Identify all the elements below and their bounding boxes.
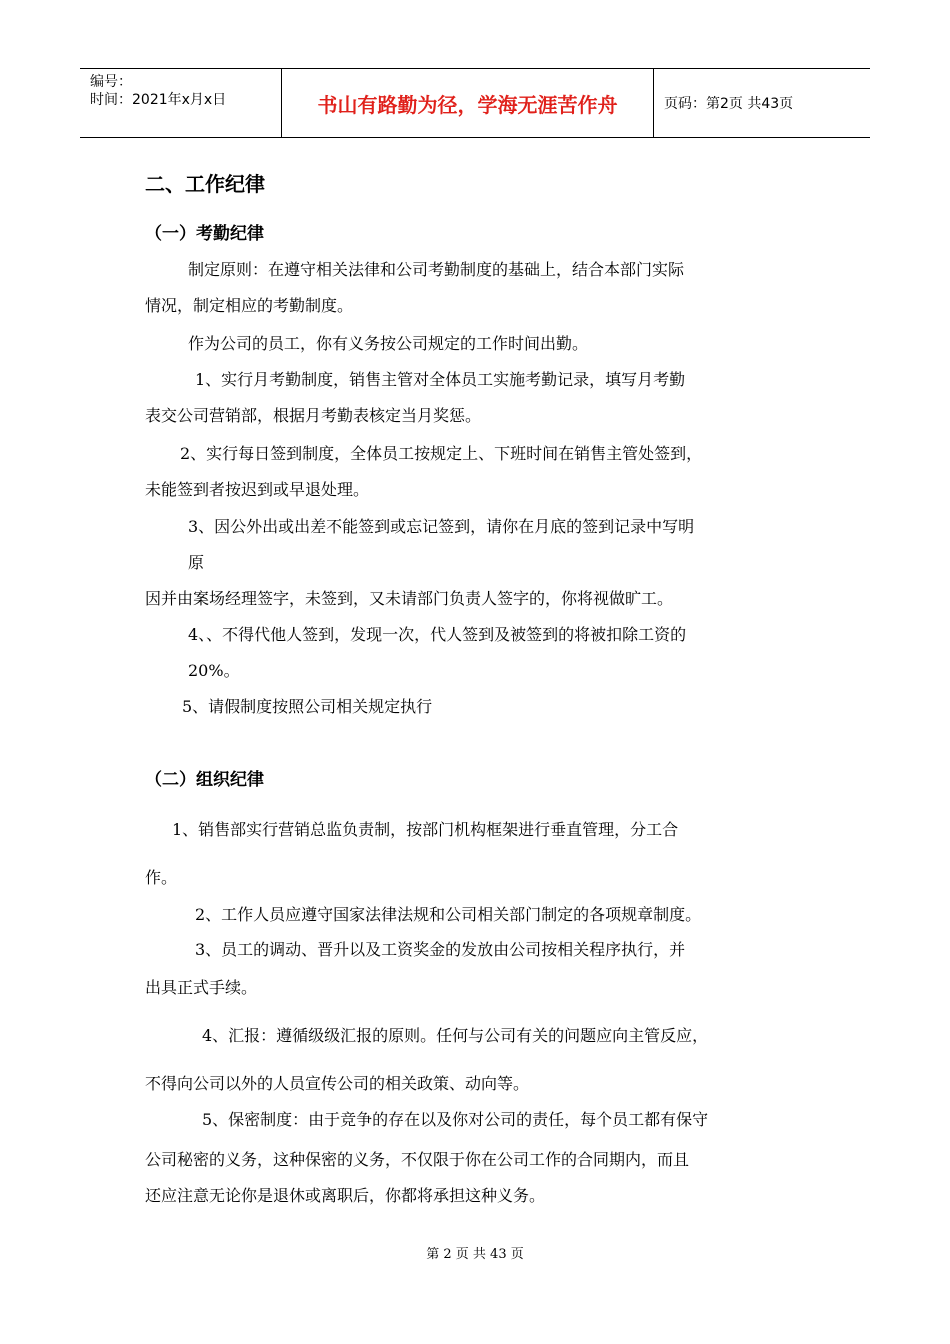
paragraph-line: 还应注意无论你是退休或离职后，你都将承担这种义务。: [145, 1186, 546, 1205]
header-number: 编号：: [90, 74, 132, 90]
paragraph-line: 制定原则：在遵守相关法律和公司考勤制度的基础上，结合本部门实际: [188, 260, 685, 279]
paragraph-line: 表交公司营销部，根据月考勤表核定当月奖惩。: [145, 406, 482, 425]
paragraph-line: 出具正式手续。: [145, 978, 258, 997]
subsection-title-organization: （二）组织纪律: [145, 770, 264, 790]
paragraph-line: 4、、不得代他人签到，发现一次，代人签到及被签到的将被扣除工资的: [188, 625, 687, 644]
paragraph-line: 1、实行月考勤制度，销售主管对全体员工实施考勤记录，填写月考勤: [195, 370, 686, 389]
paragraph-line: 1、销售部实行营销总监负责制，按部门机构框架进行垂直管理，分工合: [172, 820, 679, 839]
header-page-info: 页码：第2页 共43页: [664, 96, 794, 112]
paragraph-line: 2、实行每日签到制度，全体员工按规定上、下班时间在销售主管处签到，: [180, 444, 703, 463]
paragraph-line: 5、请假制度按照公司相关规定执行: [182, 697, 433, 716]
page-header: [80, 68, 870, 138]
subsection-title-attendance: （一）考勤纪律: [145, 224, 264, 244]
paragraph-line: 情况，制定相应的考勤制度。: [145, 296, 354, 315]
section-title: 二、工作纪律: [145, 172, 265, 196]
page-footer: 第 2 页 共 43 页: [426, 1247, 524, 1262]
paragraph-line: 3、员工的调动、晋升以及工资奖金的发放由公司按相关程序执行，并: [195, 940, 686, 959]
paragraph-line: 4、汇报：遵循级级汇报的原则。任何与公司有关的问题应向主管反应，: [202, 1026, 709, 1045]
paragraph-line: 未能签到者按迟到或早退处理。: [145, 480, 370, 499]
paragraph-line: 公司秘密的义务，这种保密的义务，不仅限于你在公司工作的合同期内，而且: [145, 1150, 690, 1169]
paragraph-line: 3、因公外出或出差不能签到或忘记签到，请你在月底的签到记录中写明: [188, 517, 695, 536]
paragraph-line: 原: [188, 553, 205, 572]
header-date: 时间：2021年x月x日: [90, 92, 227, 108]
paragraph-line: 作。: [145, 868, 178, 887]
paragraph-line: 2、工作人员应遵守国家法律法规和公司相关部门制定的各项规章制度。: [195, 905, 702, 924]
paragraph-line: 20%。: [188, 661, 240, 680]
paragraph-line: 不得向公司以外的人员宣传公司的相关政策、动向等。: [145, 1074, 530, 1093]
header-meta: [80, 69, 282, 137]
paragraph-line: 作为公司的员工，你有义务按公司规定的工作时间出勤。: [188, 334, 589, 353]
paragraph-line: 因并由案场经理签字，未签到，又未请部门负责人签字的，你将视做旷工。: [145, 589, 674, 608]
paragraph-line: 5、保密制度：由于竞争的存在以及你对公司的责任，每个员工都有保守: [202, 1110, 709, 1129]
header-motto: 书山有路勤为径，学海无涯苦作舟: [282, 69, 654, 137]
